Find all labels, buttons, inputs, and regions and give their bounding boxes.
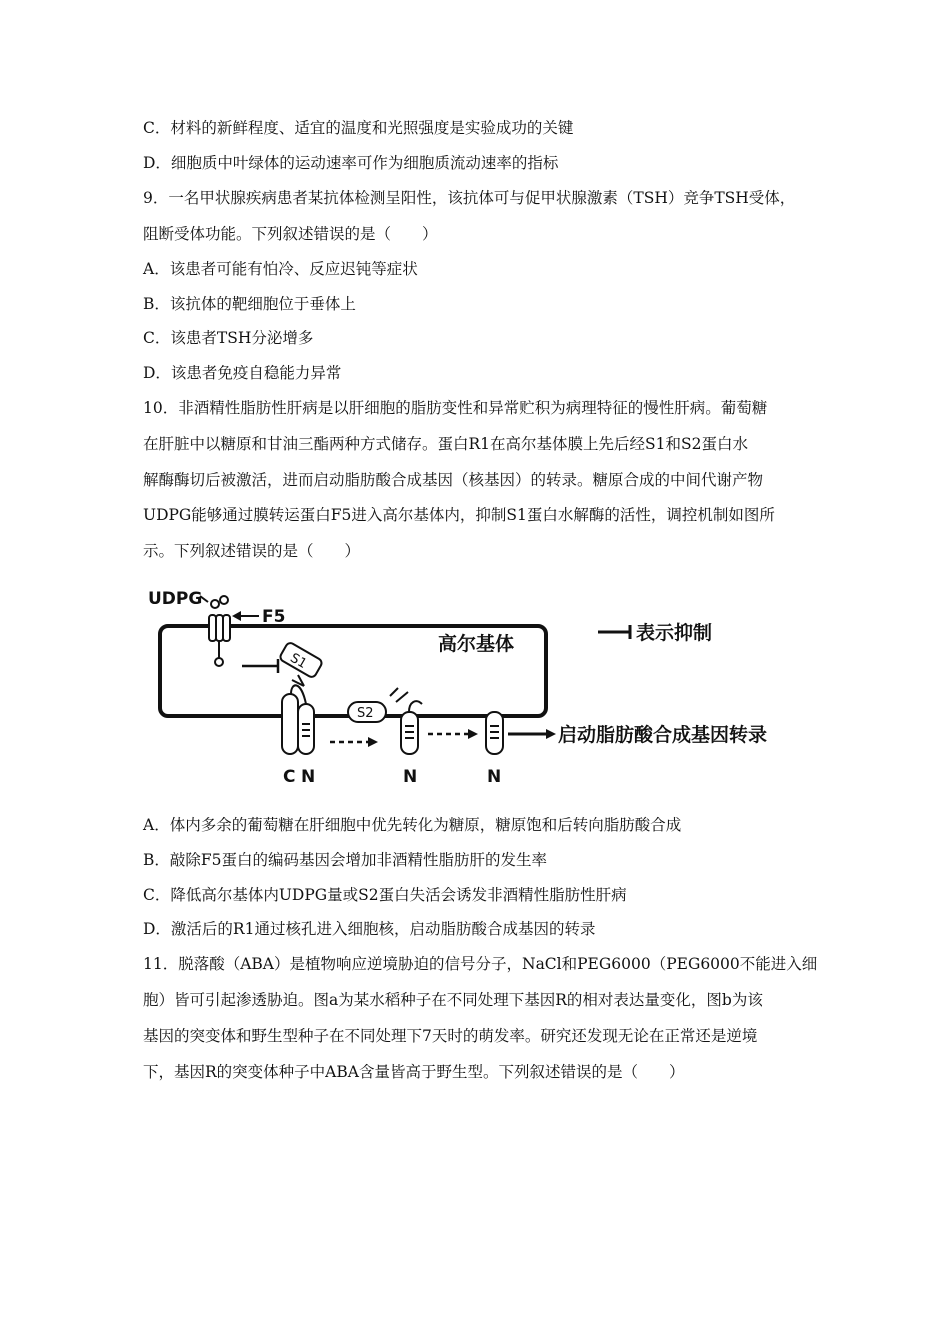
- line-17: D．激活后的R1通过核孔进入细胞核，启动脂肪酸合成基因的转录: [143, 920, 596, 938]
- line-11: 解酶酶切后被激活，进而启动脂肪酸合成基因（核基因）的转录。糖原合成的中间代谢产物: [143, 471, 764, 489]
- line-21: 下，基因R的突变体种子中ABA含量皆高于野生型。下列叙述错误的是（ ）: [143, 1063, 685, 1081]
- f5-arrow: [232, 611, 259, 621]
- line-19: 胞）皆可引起渗透胁迫。图a为某水稻种子在不同处理下基因R的相对表达量变化，图b为该: [143, 991, 763, 1009]
- n-terminal-label-3: N: [487, 767, 502, 787]
- udpg-label: UDPG: [148, 589, 203, 609]
- line-4: 阻断受体功能。下列叙述错误的是（ ）: [143, 225, 438, 243]
- s2-label: S2: [357, 706, 374, 721]
- c-terminal-label: C: [283, 767, 296, 787]
- line-7: C．该患者TSH分泌增多: [143, 329, 314, 347]
- s2-protease: [348, 702, 386, 722]
- s1-label: S1: [287, 650, 310, 672]
- line-15: B．敲除F5蛋白的编码基因会增加非酒精性脂肪肝的发生率: [143, 851, 548, 869]
- n-terminal-label-2: N: [403, 767, 418, 787]
- line-9: 10．非酒精性脂肪性肝病是以肝细胞的脂肪变性和异常贮积为病理特征的慢性肝病。葡萄糖: [143, 399, 768, 417]
- r1-activated: [486, 712, 503, 754]
- s2-cut-mark: [390, 688, 408, 702]
- line-10: 在肝脏中以糖原和甘油三酯两种方式储存。蛋白R1在高尔基体膜上先后经S1和S2蛋白水: [143, 435, 748, 453]
- legend-label: 表示抑制: [636, 622, 713, 644]
- line-5: A．该患者可能有怕冷、反应迟钝等症状: [143, 260, 418, 278]
- dashed-arrow-1: [330, 737, 378, 747]
- line-13: 示。下列叙述错误的是（ ）: [143, 542, 361, 560]
- line-14: A．体内多余的葡萄糖在肝细胞中优先转化为糖原，糖原饱和后转向脂肪酸合成: [143, 816, 682, 834]
- line-8: D．该患者免疫自稳能力异常: [143, 364, 342, 382]
- line-1: C．材料的新鲜程度、适宜的温度和光照强度是实验成功的关键: [143, 119, 574, 137]
- golgi-label: 高尔基体: [438, 633, 515, 655]
- legend-inhibit-symbol: [598, 625, 630, 639]
- line-6: B．该抗体的靶细胞位于垂体上: [143, 295, 356, 313]
- s1-protease: [279, 641, 324, 678]
- inhibit-s1-symbol: [242, 659, 278, 673]
- output-label: 启动脂肪酸合成基因转录: [558, 724, 768, 746]
- n-terminal-label-1: N: [301, 767, 316, 787]
- s1-cut-mark: [292, 675, 304, 686]
- line-12: UDPG能够通过膜转运蛋白F5进入高尔基体内，抑制S1蛋白水解酶的活性，调控机制如图所: [143, 506, 775, 524]
- f5-transporter: [209, 615, 230, 666]
- golgi-regulation-diagram: [146, 584, 806, 792]
- line-20: 基因的突变体和野生型种子在不同处理下7天时的萌发率。研究还发现无论在正常还是逆境: [143, 1027, 758, 1045]
- line-2: D．细胞质中叶绿体的运动速率可作为细胞质流动速率的指标: [143, 154, 559, 172]
- line-3: 9．一名甲状腺疾病患者某抗体检测呈阳性，该抗体可与促甲状腺激素（TSH）竞争TSH受体，: [143, 189, 796, 207]
- solid-arrow: [508, 729, 556, 739]
- dashed-arrow-2: [428, 729, 478, 739]
- r1-full-protein: [282, 685, 314, 754]
- f5-label: F5: [262, 607, 286, 627]
- line-16: C．降低高尔基体内UDPG量或S2蛋白失活会诱发非酒精性脂肪性肝病: [143, 886, 627, 904]
- line-18: 11．脱落酸（ABA）是植物响应逆境胁迫的信号分子，NaCl和PEG6000（PEG6000不能进入细: [143, 955, 818, 973]
- r1-intermediate: [401, 701, 422, 754]
- udpg-molecule: [200, 596, 228, 608]
